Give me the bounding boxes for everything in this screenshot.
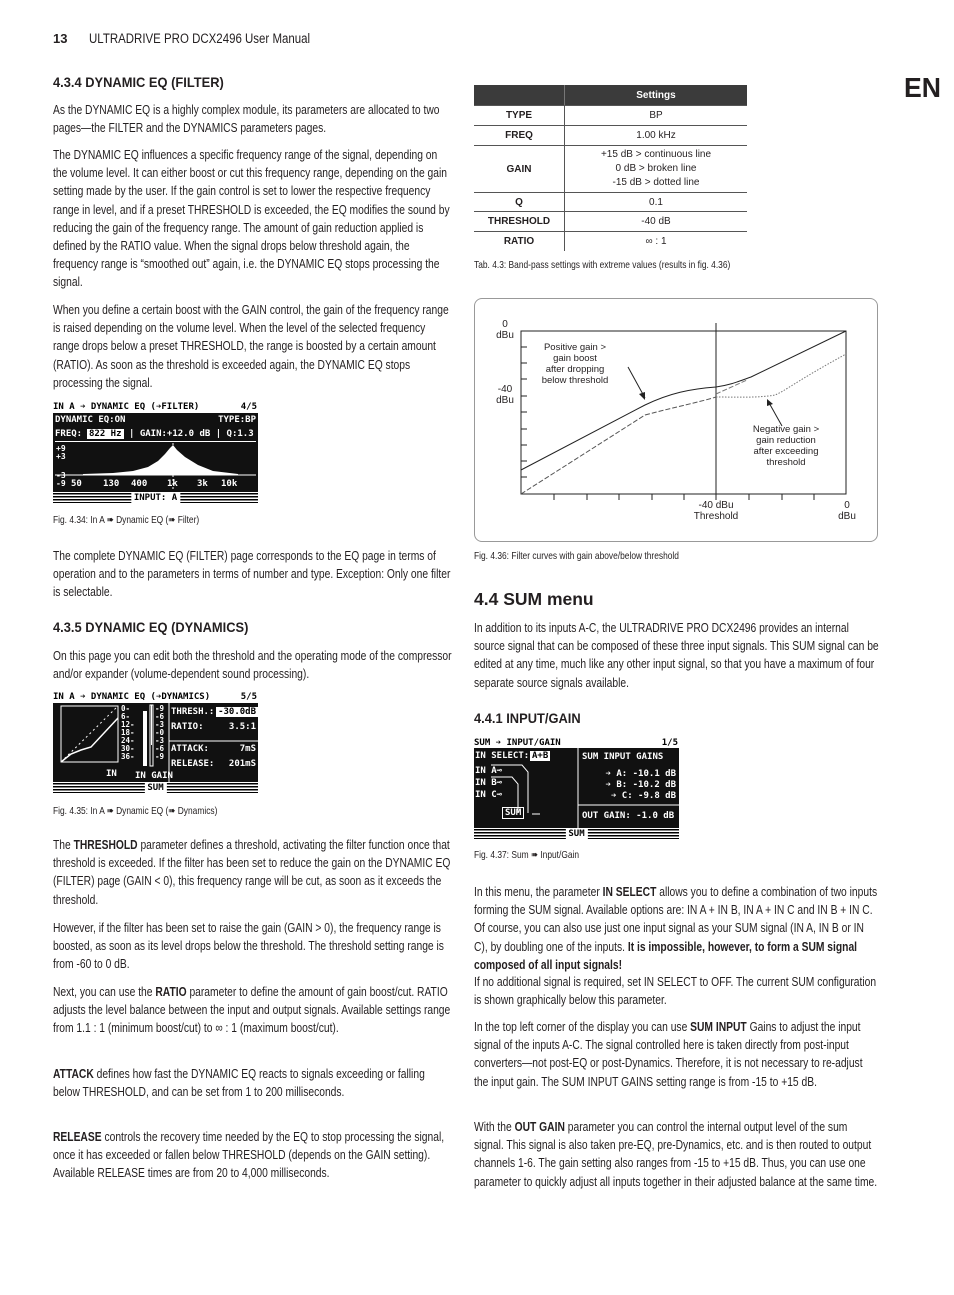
paragraph xyxy=(53,836,454,909)
lcd-footer: INPUT: A xyxy=(131,493,180,503)
paragraph xyxy=(53,647,454,683)
language-badge: EN xyxy=(904,72,941,103)
table-row: Q 0.1 xyxy=(474,193,747,212)
table-header: Settings xyxy=(565,85,748,106)
lcd-title: IN A ➔ DYNAMIC EQ (➔FILTER) xyxy=(53,402,200,412)
lcd-y-label: -3 xyxy=(56,471,66,480)
lcd-page: 5/5 xyxy=(240,692,257,702)
lcd-footer: SUM xyxy=(144,783,166,793)
text-run: parameter defines a threshold, activating the filter function once that threshold is exceeded. If the filter has been set to reduce the gain on the DYNAMIC EQ (FILTER) page (GAIN < 0), this frequency range will be cut, as soon as it exceeds the threshold. xyxy=(53,837,451,907)
x-label-threshold: -40 dBu Threshold xyxy=(693,500,739,522)
bold-term: THRESHOLD xyxy=(73,837,138,852)
annotation-negative-gain: Negative gain > gain reduction after exceeding threshold xyxy=(752,424,820,468)
bold-term: It is impossible, however, to form a SUM signal composed of all input signals! xyxy=(474,938,858,972)
text-run: In the top left corner of the display you can use xyxy=(474,1019,691,1034)
filter-curves-figure xyxy=(474,298,878,542)
lcd-x-label: 50 xyxy=(71,479,82,489)
page-number: 13 xyxy=(53,31,68,46)
paragraph xyxy=(474,1018,880,1091)
filter-curves-plot xyxy=(475,299,877,541)
paragraph xyxy=(53,1128,454,1183)
figure-caption: Fig. 4.37: Sum ➠ Input/Gain xyxy=(474,849,580,861)
paragraph xyxy=(53,146,454,292)
paragraph xyxy=(53,547,454,602)
figure-caption: Fig. 4.36: Filter curves with gain above/below threshold xyxy=(474,550,679,562)
annotation-positive-gain: Positive gain > gain boost after dropping below threshold xyxy=(541,342,609,386)
lcd-scale-left: 0- 6- 12- 18- 24- 30- 36- xyxy=(121,704,135,761)
lcd-attack-label: ATTACK: xyxy=(171,744,209,754)
paragraph xyxy=(474,619,880,692)
lcd-gain-b: ➔ B: -10.2 dB xyxy=(605,780,676,790)
bandpass-settings-table xyxy=(474,85,747,251)
paragraph xyxy=(474,973,880,1009)
bold-term: RATIO xyxy=(155,984,187,999)
lcd-status: DYNAMIC EQ:ON xyxy=(55,415,126,425)
lcd-ratio-value: 3.5:1 xyxy=(228,722,256,732)
lcd-footer: SUM xyxy=(565,829,587,839)
lcd-x-label: 400 xyxy=(131,479,148,489)
lcd-release-label: RELEASE: xyxy=(171,759,215,769)
bold-term: RELEASE xyxy=(53,1129,102,1144)
paragraph xyxy=(53,101,454,137)
figure-caption: Fig. 4.35: In A ➠ Dynamic EQ (➠ Dynamics) xyxy=(53,805,218,817)
text-run: The complete DYNAMIC EQ (FILTER) page corresponds to the EQ page in terms of operation and to the parameters in terms of number and type. Exception: Only one filter is selectable. xyxy=(53,548,451,600)
table-row: TYPE BP xyxy=(474,106,747,126)
text-run: In addition to its inputs A-C, the ULTRADRIVE PRO DCX2496 provides an internal source signal that can be composed of these three input signals. This SUM signal can be edited at any time, much like any other input signal, so that you have a maximum of four separate source signals available. xyxy=(474,620,879,690)
paragraph xyxy=(474,1118,880,1191)
lcd-page: 1/5 xyxy=(661,738,678,748)
paragraph xyxy=(53,919,454,974)
table-row: RATIO ∞ : 1 xyxy=(474,232,747,251)
table-row: FREQ 1.00 kHz xyxy=(474,126,747,146)
y-label-top: 0 dBu xyxy=(496,319,514,341)
lcd-input-a: IN A⊸ xyxy=(475,766,503,776)
lcd-x-label: 3k xyxy=(197,479,208,489)
lcd-y-label: +3 xyxy=(56,452,66,461)
text-run: controls the recovery time needed by the EQ to stop processing the signal, once it has exceeded or fallen below THRESHOLD (depends on the GAIN setting). Available RELEASE times are from 20 to 4,000 milliseconds. xyxy=(53,1129,445,1181)
section-heading-4-4-1: 4.4.1 INPUT/GAIN xyxy=(474,710,581,726)
lcd-scale-right: -9 -6 -3 -0 -3 -6 -9 xyxy=(155,704,165,761)
lcd-thresh-value: -30.0dB xyxy=(218,707,256,717)
lcd-gain-a: ➔ A: -10.1 dB xyxy=(605,769,676,779)
lcd-dynamic-eq-dynamics xyxy=(53,691,258,793)
bold-term: SUM INPUT xyxy=(690,1019,747,1034)
text-run: In this menu, the parameter xyxy=(474,884,603,899)
table-caption: Tab. 4.3: Band-pass settings with extreme values (results in fig. 4.36) xyxy=(474,259,731,271)
text-run: With the xyxy=(474,1119,515,1134)
lcd-sum-box: SUM xyxy=(502,807,524,819)
figure-caption: Fig. 4.34: In A ➠ Dynamic EQ (➠ Filter) xyxy=(53,514,200,526)
lcd-type: TYPE:BP xyxy=(218,415,256,425)
paragraph xyxy=(53,983,454,1038)
lcd-in-select-value: A+B xyxy=(532,751,549,761)
lcd-page: 4/5 xyxy=(240,402,257,412)
x-label-right: 0 dBu xyxy=(838,500,856,522)
text-run: The xyxy=(53,837,74,852)
y-label-mid: -40 dBu xyxy=(496,384,514,406)
bold-term: ATTACK xyxy=(53,1066,94,1081)
text-run: As the DYNAMIC EQ is a highly complex module, its parameters are allocated to two pages—the FILTER and the DYNAMICS parameters pages. xyxy=(53,102,440,136)
text-run: Gains to adjust the input signal of the inputs A-C. The signal controlled here is taken directly from post-input converters—not post-EQ or post-Dynamics. Therefore, it is not necessary to re-adjust the input gain. The SUM INPUT GAINS setting range is from -15 to +15 dB. xyxy=(474,1019,863,1089)
table-row: THRESHOLD -40 dB xyxy=(474,212,747,232)
text-run: If no additional signal is required, set IN SELECT to OFF. The current SUM configuration is shown graphically below this parameter. xyxy=(474,974,877,1008)
lcd-gain: | GAIN:+12.0 dB | Q:1.3 xyxy=(129,429,254,439)
lcd-dynamic-eq-filter xyxy=(53,401,258,503)
lcd-release-value: 201mS xyxy=(228,759,256,769)
lcd-y-label: -9 xyxy=(56,479,66,488)
paragraph xyxy=(53,1065,454,1101)
table-row: GAIN +15 dB > continuous line 0 dB > broken line -15 dB > dotted line xyxy=(474,146,747,193)
lcd-out-gain: OUT GAIN: -1.0 dB xyxy=(582,811,675,821)
paragraph xyxy=(53,301,454,392)
lcd-in-label: IN xyxy=(106,769,117,779)
text-run: parameter to define the amount of gain boost/cut. RATIO adjusts the level balance between the input and output signals. Available settings range from 1.1 : 1 (minimum boost/cut) to ∞ : 1 (maximum boost/cut). xyxy=(53,984,451,1036)
lcd-title: IN A ➔ DYNAMIC EQ (➔DYNAMICS) xyxy=(53,692,211,702)
manual-title: ULTRADRIVE PRO DCX2496 User Manual xyxy=(89,31,311,46)
bold-term: OUT GAIN xyxy=(514,1119,565,1134)
lcd-gain-c: ➔ C: -9.8 dB xyxy=(610,791,676,801)
lcd-gains-title: SUM INPUT GAINS xyxy=(582,752,664,762)
text-run: On this page you can edit both the threshold and the operating mode of the compressor and/or expander (volume-dependent sound processing). xyxy=(53,648,452,682)
lcd-thresh-label: THRESH.: xyxy=(171,707,215,717)
section-heading-4-4: 4.4 SUM menu xyxy=(474,589,594,609)
lcd-y-label: +9 xyxy=(56,444,66,453)
lcd-input-b: IN B⊸ xyxy=(475,778,503,788)
text-run: The DYNAMIC EQ influences a specific frequency range of the signal, depending on the volume level. It can either boost or cut this frequency range, depending on the gain setting made by the user. If the gain control is set to lower the respective frequency range in level, and if a preset THRESHOLD is exceeded, the EQ modifies the sound by reducing the gain of the frequency range. The amount of gain reduction applied is defined by the RATIO value. When the signal drops below threshold again, the frequency range is “smoothed out” again, i.e. the DYNAMIC EQ stops processing the signal. xyxy=(53,147,450,290)
lcd-x-label: 1k xyxy=(167,479,178,489)
lcd-title: SUM ➔ INPUT/GAIN xyxy=(474,738,561,748)
lcd-ingain-label: IN GAIN xyxy=(135,771,173,781)
lcd-x-label: 130 xyxy=(103,479,120,489)
section-heading-4-3-5: 4.3.5 DYNAMIC EQ (DYNAMICS) xyxy=(53,619,249,635)
paragraph xyxy=(474,883,880,974)
text-run: parameter you can control the internal output level of the sum signal. This signal is also taken pre-EQ, pre-Dynamics, etc. and is then routed to output channels 1-6. The gain setting also ranges from -15 to +15 dB. Thus, you can use one parameter to quickly adjust all inputs together in their adjusted balance at the same time. xyxy=(474,1119,878,1189)
text-run: However, if the filter has been set to raise the gain (GAIN > 0), the frequency range is boosted, as soon as its level drops below the threshold. The threshold setting range is from -60 to 0 dB. xyxy=(53,920,444,972)
bold-term: IN SELECT xyxy=(602,884,657,899)
text-run: When you define a certain boost with the GAIN control, the gain of the frequency range is raised depending on the volume level. When the level of the selected frequency range drops below a preset THRESHOLD, the range is boosted by a certain amount (RATIO). As soon as the threshold is exceeded again, the DYNAMIC EQ stops processing the signal. xyxy=(53,302,449,390)
lcd-input-c: IN C⊸ xyxy=(475,790,503,800)
lcd-in-select-label: IN SELECT: xyxy=(475,751,530,761)
text-run: defines how fast the DYNAMIC EQ reacts to signals exceeding or falling below THRESHOLD, and can be set from 1 to 200 milliseconds. xyxy=(53,1066,425,1100)
lcd-freq-value: 822 Hz xyxy=(89,429,122,439)
lcd-attack-value: 7mS xyxy=(239,744,256,754)
section-heading-4-3-4: 4.3.4 DYNAMIC EQ (FILTER) xyxy=(53,74,224,90)
lcd-x-label: 10k xyxy=(221,479,238,489)
text-run: allows you to define a combination of two inputs forming the SUM signal. Available options are: IN A + IN B, IN A + IN C and IN B + IN C. Of course, you can also use just one input signal as your SUM signal (IN A, IN B or IN C), by doubling one of the inputs. xyxy=(474,884,878,954)
lcd-ratio-label: RATIO: xyxy=(171,722,204,732)
lcd-freq-label: FREQ: xyxy=(55,429,83,439)
text-run: Next, you can use the xyxy=(53,984,156,999)
lcd-sum-input-gain xyxy=(474,737,679,839)
